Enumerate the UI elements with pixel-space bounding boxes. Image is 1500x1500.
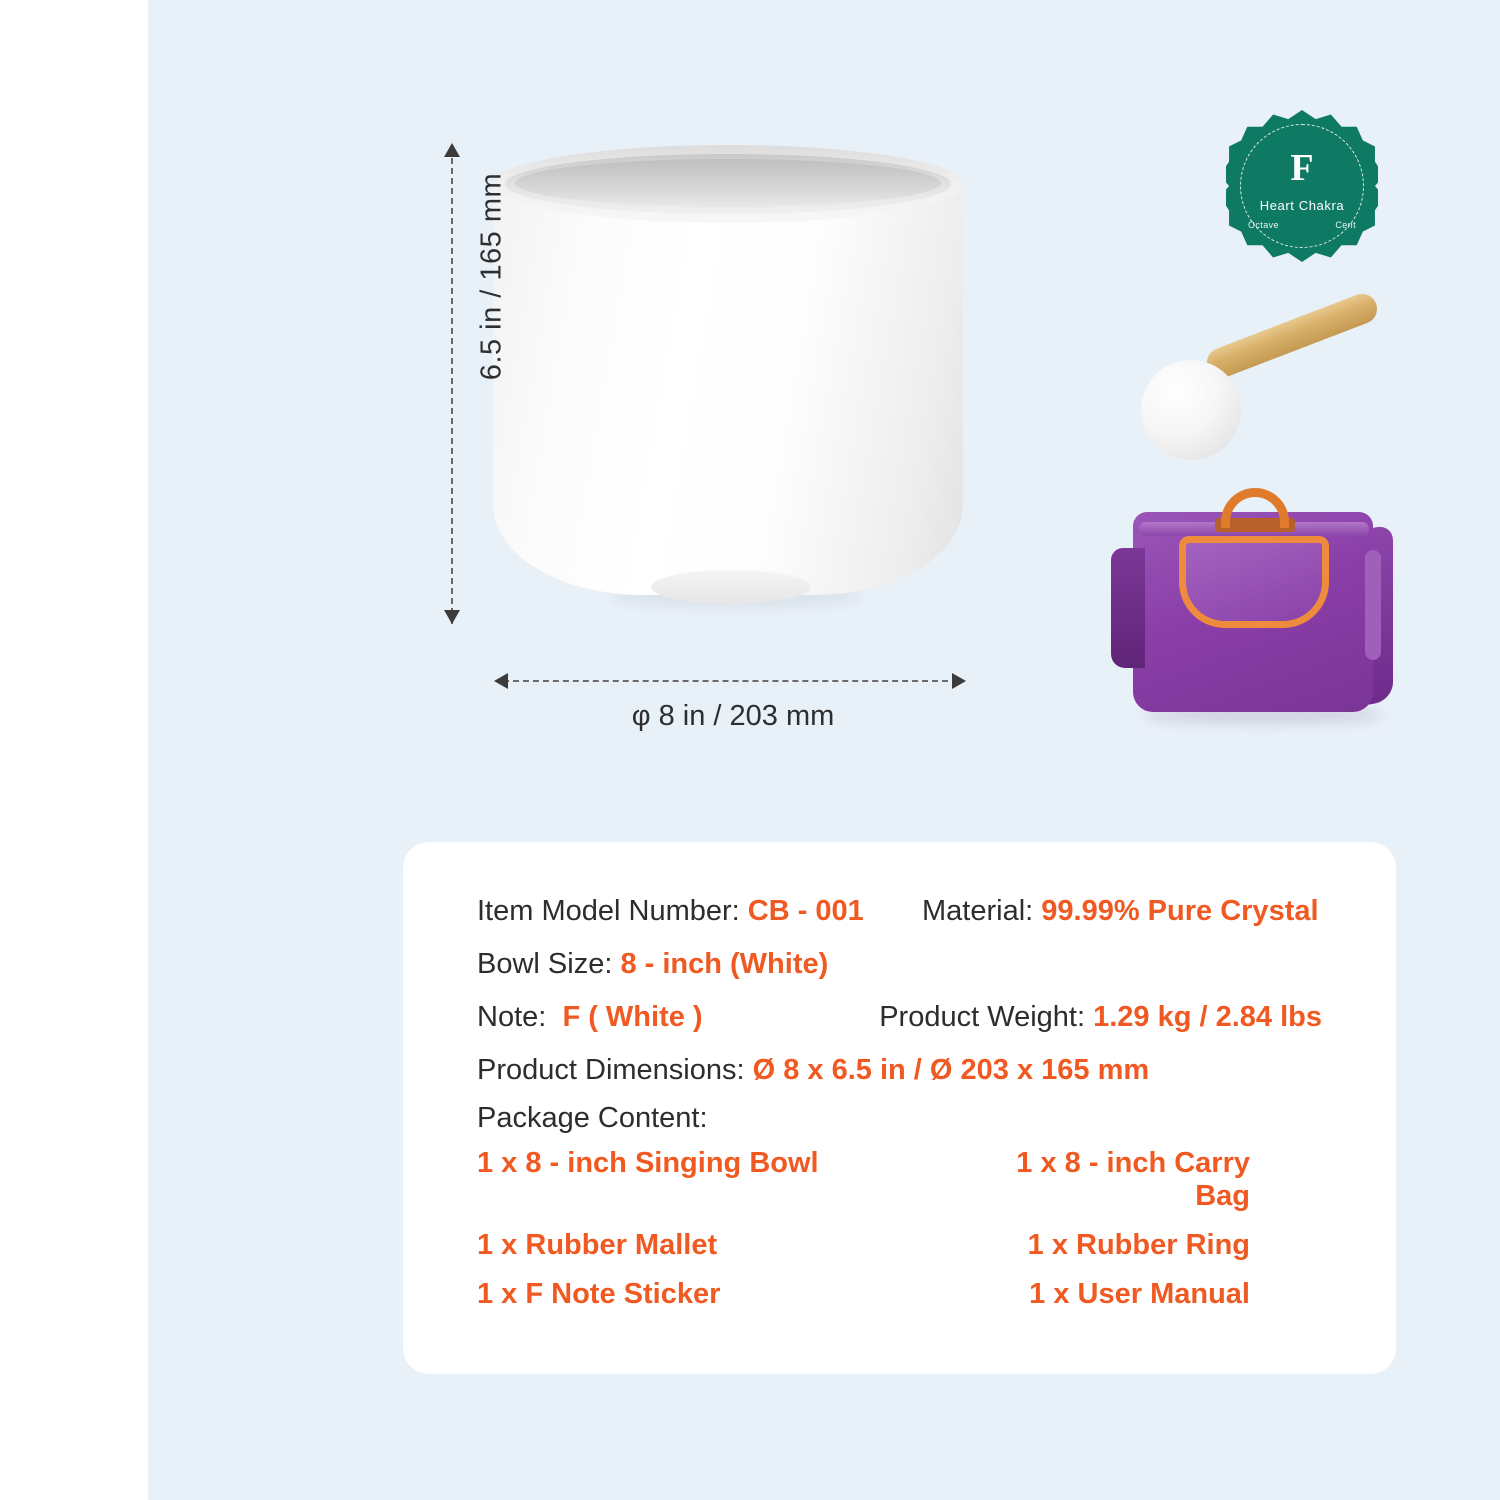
spec-bowl-size-label: Bowl Size: (477, 948, 621, 981)
spec-dimensions-label: Product Dimensions: (477, 1054, 753, 1087)
badge-title: Heart Chakra (1259, 198, 1345, 213)
mallet-handle (1203, 289, 1382, 382)
height-arrow-down-icon (444, 610, 460, 624)
bowl-inner-cavity (515, 159, 941, 207)
bag-front-flap (1179, 536, 1329, 628)
list-item: 1 x Rubber Mallet (477, 1229, 718, 1262)
spec-note-value: F ( White ) (562, 1001, 703, 1034)
badge-meta (1248, 220, 1356, 230)
width-dimension-label: φ 8 in / 203 mm (631, 700, 835, 732)
chakra-badge (1226, 110, 1378, 262)
spec-row-bowl-size (477, 943, 1322, 985)
height-dimension-label: 6.5 in / 165 mm (475, 172, 508, 381)
rubber-mallet-image (1133, 305, 1398, 450)
spec-dimensions (477, 1049, 1149, 1091)
spec-note-label: Note: (477, 1001, 563, 1034)
package-content-list (477, 1147, 1322, 1311)
spec-model-value: CB - 001 (747, 895, 864, 927)
list-item: 1 x F Note Sticker (477, 1278, 721, 1311)
badge-note-letter: F (1290, 147, 1314, 189)
spec-model-label: Item Model Number: (477, 895, 748, 927)
content-canvas (148, 0, 1500, 1500)
spec-row-note-weight (477, 996, 1322, 1038)
package-content-title: Package Content: (477, 1102, 708, 1135)
bowl-body (493, 175, 963, 595)
spec-weight-label: Product Weight: (879, 1001, 1094, 1034)
width-dimension-line (503, 680, 958, 682)
spec-row-model-material (477, 890, 1322, 932)
bag-strap (1365, 550, 1381, 660)
bag-side-pocket (1111, 548, 1145, 668)
list-item: 1 x 8 - inch Carry Bag (1016, 1147, 1250, 1213)
spec-bowl-size-value: 8 - inch (White) (620, 948, 829, 981)
list-item: 1 x User Manual (1029, 1278, 1250, 1311)
spec-weight (879, 996, 1322, 1038)
bag-handle (1221, 488, 1289, 528)
spec-note (477, 996, 879, 1038)
spec-dimensions-value: Ø 8 x 6.5 in / Ø 203 x 165 mm (752, 1054, 1150, 1087)
height-arrow-up-icon (444, 143, 460, 157)
badge-cent-label: Cent (1335, 220, 1356, 230)
mallet-head (1141, 360, 1241, 460)
singing-bowl-image (493, 145, 963, 630)
list-item: 1 x Rubber Ring (1027, 1229, 1250, 1262)
width-arrow-left-icon (494, 673, 508, 689)
list-item: 1 x 8 - inch Singing Bowl (477, 1147, 819, 1180)
height-dimension-line (451, 148, 453, 624)
bowl-base (651, 570, 811, 604)
carry-bag-image (1103, 480, 1423, 740)
width-arrow-right-icon (952, 673, 966, 689)
spec-material-label: Material: (922, 895, 1042, 927)
spec-bowl-size (477, 943, 922, 985)
spec-material (922, 890, 1322, 932)
spec-material-value: 99.99% Pure Crystal (1041, 895, 1319, 927)
spec-row-dimensions (477, 1049, 1322, 1091)
specification-card (403, 842, 1396, 1374)
badge-octave-label: Octave (1248, 220, 1279, 230)
spec-model (477, 890, 922, 932)
spec-weight-value: 1.29 kg / 2.84 lbs (1093, 1001, 1322, 1034)
